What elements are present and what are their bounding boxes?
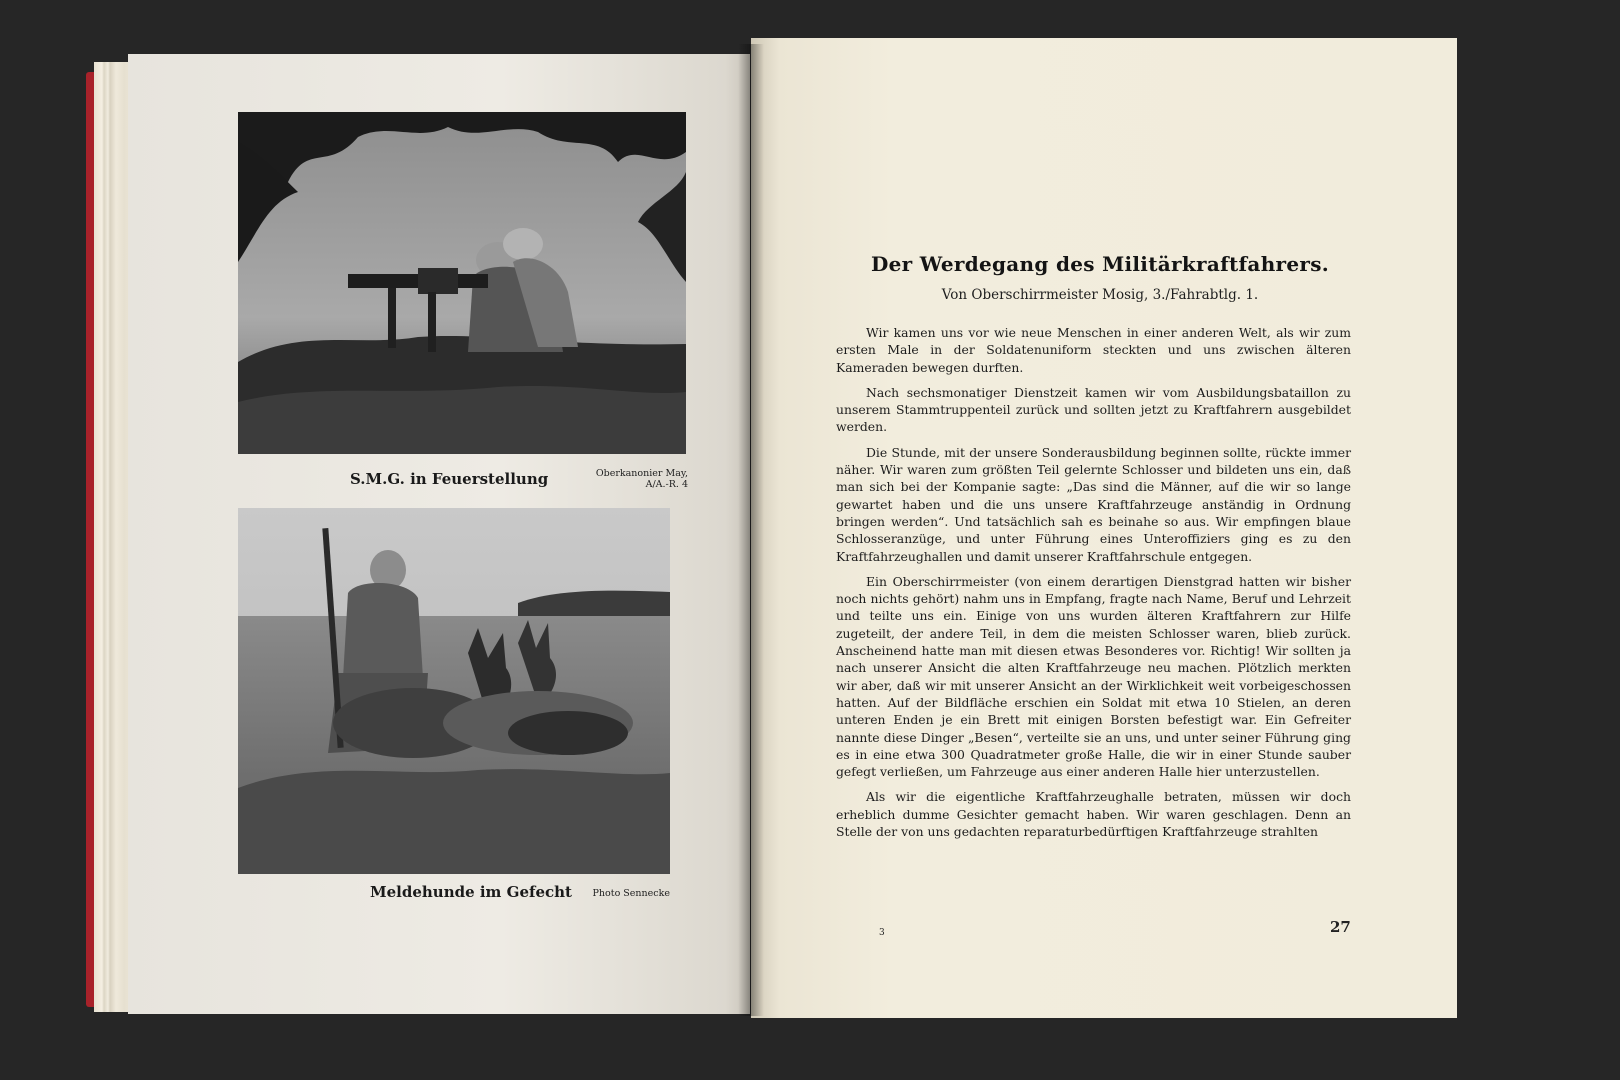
signature-mark: 3 — [879, 928, 885, 938]
paragraph-4: Ein Oberschirrmeister (von einem derartigen Dienstgrad hatten wir bisher noch nichts gehört) nahm uns in Empfang, fragte nach Name, Beruf und Lehrzeit und teilte uns ein. Einige von uns wurden älteren Kraftfahrern zur Hilfe zugeteilt, der andere Teil, in dem die meisten Schlosser waren, blieb zurück. Anscheinend hatte man mit diesen etwas Besonderes vor. Richtig! Wir sollten ja nach unserer Ansicht die alten Kraftfahrzeuge neu machen. Plötzlich merkten wir aber, daß wir mit unserer Ansicht an der Wirklichkeit weit vorbeigeschossen hatten. Auf der Bildfläche erschien ein Soldat mit etwa 10 Stielen, an deren unteren Enden je ein Brett mit einigen Borsten befestigt war. Ein Gefreiter nannte diese Dinger „Besen“, verteilte sie an uns, und unter seiner Führung ging es in eine etwa 300 Quadratmeter große Halle, die wir in einer Stunde sauber gefegt verließen, um Fahrzeuge aus einer anderen Halle hier unterzustellen. — [836, 573, 1351, 780]
paragraph-3: Die Stunde, mit der unsere Sonderausbildung beginnen sollte, rückte immer näher. Wir waren zum größten Teil gelernte Schlosser und bildeten uns ein, daß man sich bei der Kompanie sagte: „Das sind die Männer, auf die wir so lange gewartet haben und die uns unsere Kraftfahrzeuge anständig in Ordnung bringen werden“. Und tatsächlich sah es beinahe so aus. Wir empfingen blaue Schlosseranzüge, und unter Führung eines Unteroffiziers ging es zu den Kraftfahrzeughallen und damit unserer Kraftfahrschule entgegen. — [836, 444, 1351, 564]
photo1-credit — [570, 468, 688, 490]
book-gutter — [738, 44, 764, 1016]
paragraph-5: Als wir die eigentliche Kraftfahrzeughalle betraten, müssen wir doch erheblich dumme Gesichter gemacht haben. Wir waren geschlagen. Denn an Stelle der von uns gedachten reparaturbedürftigen Kraftfahrzeuge strahlten — [836, 789, 1351, 840]
page-number: 27 — [1330, 918, 1351, 936]
paragraph-2: Nach sechsmonatiger Dienstzeit kamen wir vom Ausbildungsbataillon zu unserem Stammtruppenteil zurück und sollten jetzt zu Kraftfahrern ausgebildet werden. — [836, 384, 1351, 435]
photo-machine-gun-crew — [238, 112, 686, 454]
photo1-caption: S.M.G. in Feuerstellung — [350, 470, 549, 488]
photo2-caption: Meldehunde im Gefecht — [370, 883, 572, 901]
article-title: Der Werdegang des Militärkraftfahrers. — [870, 252, 1330, 276]
photo-messenger-dogs — [238, 508, 670, 874]
article-byline: Von Oberschirrmeister Mosig, 3./Fahrabtlg. 1. — [941, 287, 1259, 303]
photo1-credit-line2: A/A.-R. 4 — [645, 479, 688, 490]
paragraph-1: Wir kamen uns vor wie neue Menschen in einer anderen Welt, als wir zum ersten Male in der Soldatenuniform steckten und uns zwischen älteren Kameraden bewegen durften. — [836, 325, 1351, 375]
photo2-credit: Photo Sennecke — [592, 888, 670, 899]
photo1-credit-line1: Oberkanonier May, — [595, 468, 688, 479]
article-body — [836, 324, 1351, 848]
